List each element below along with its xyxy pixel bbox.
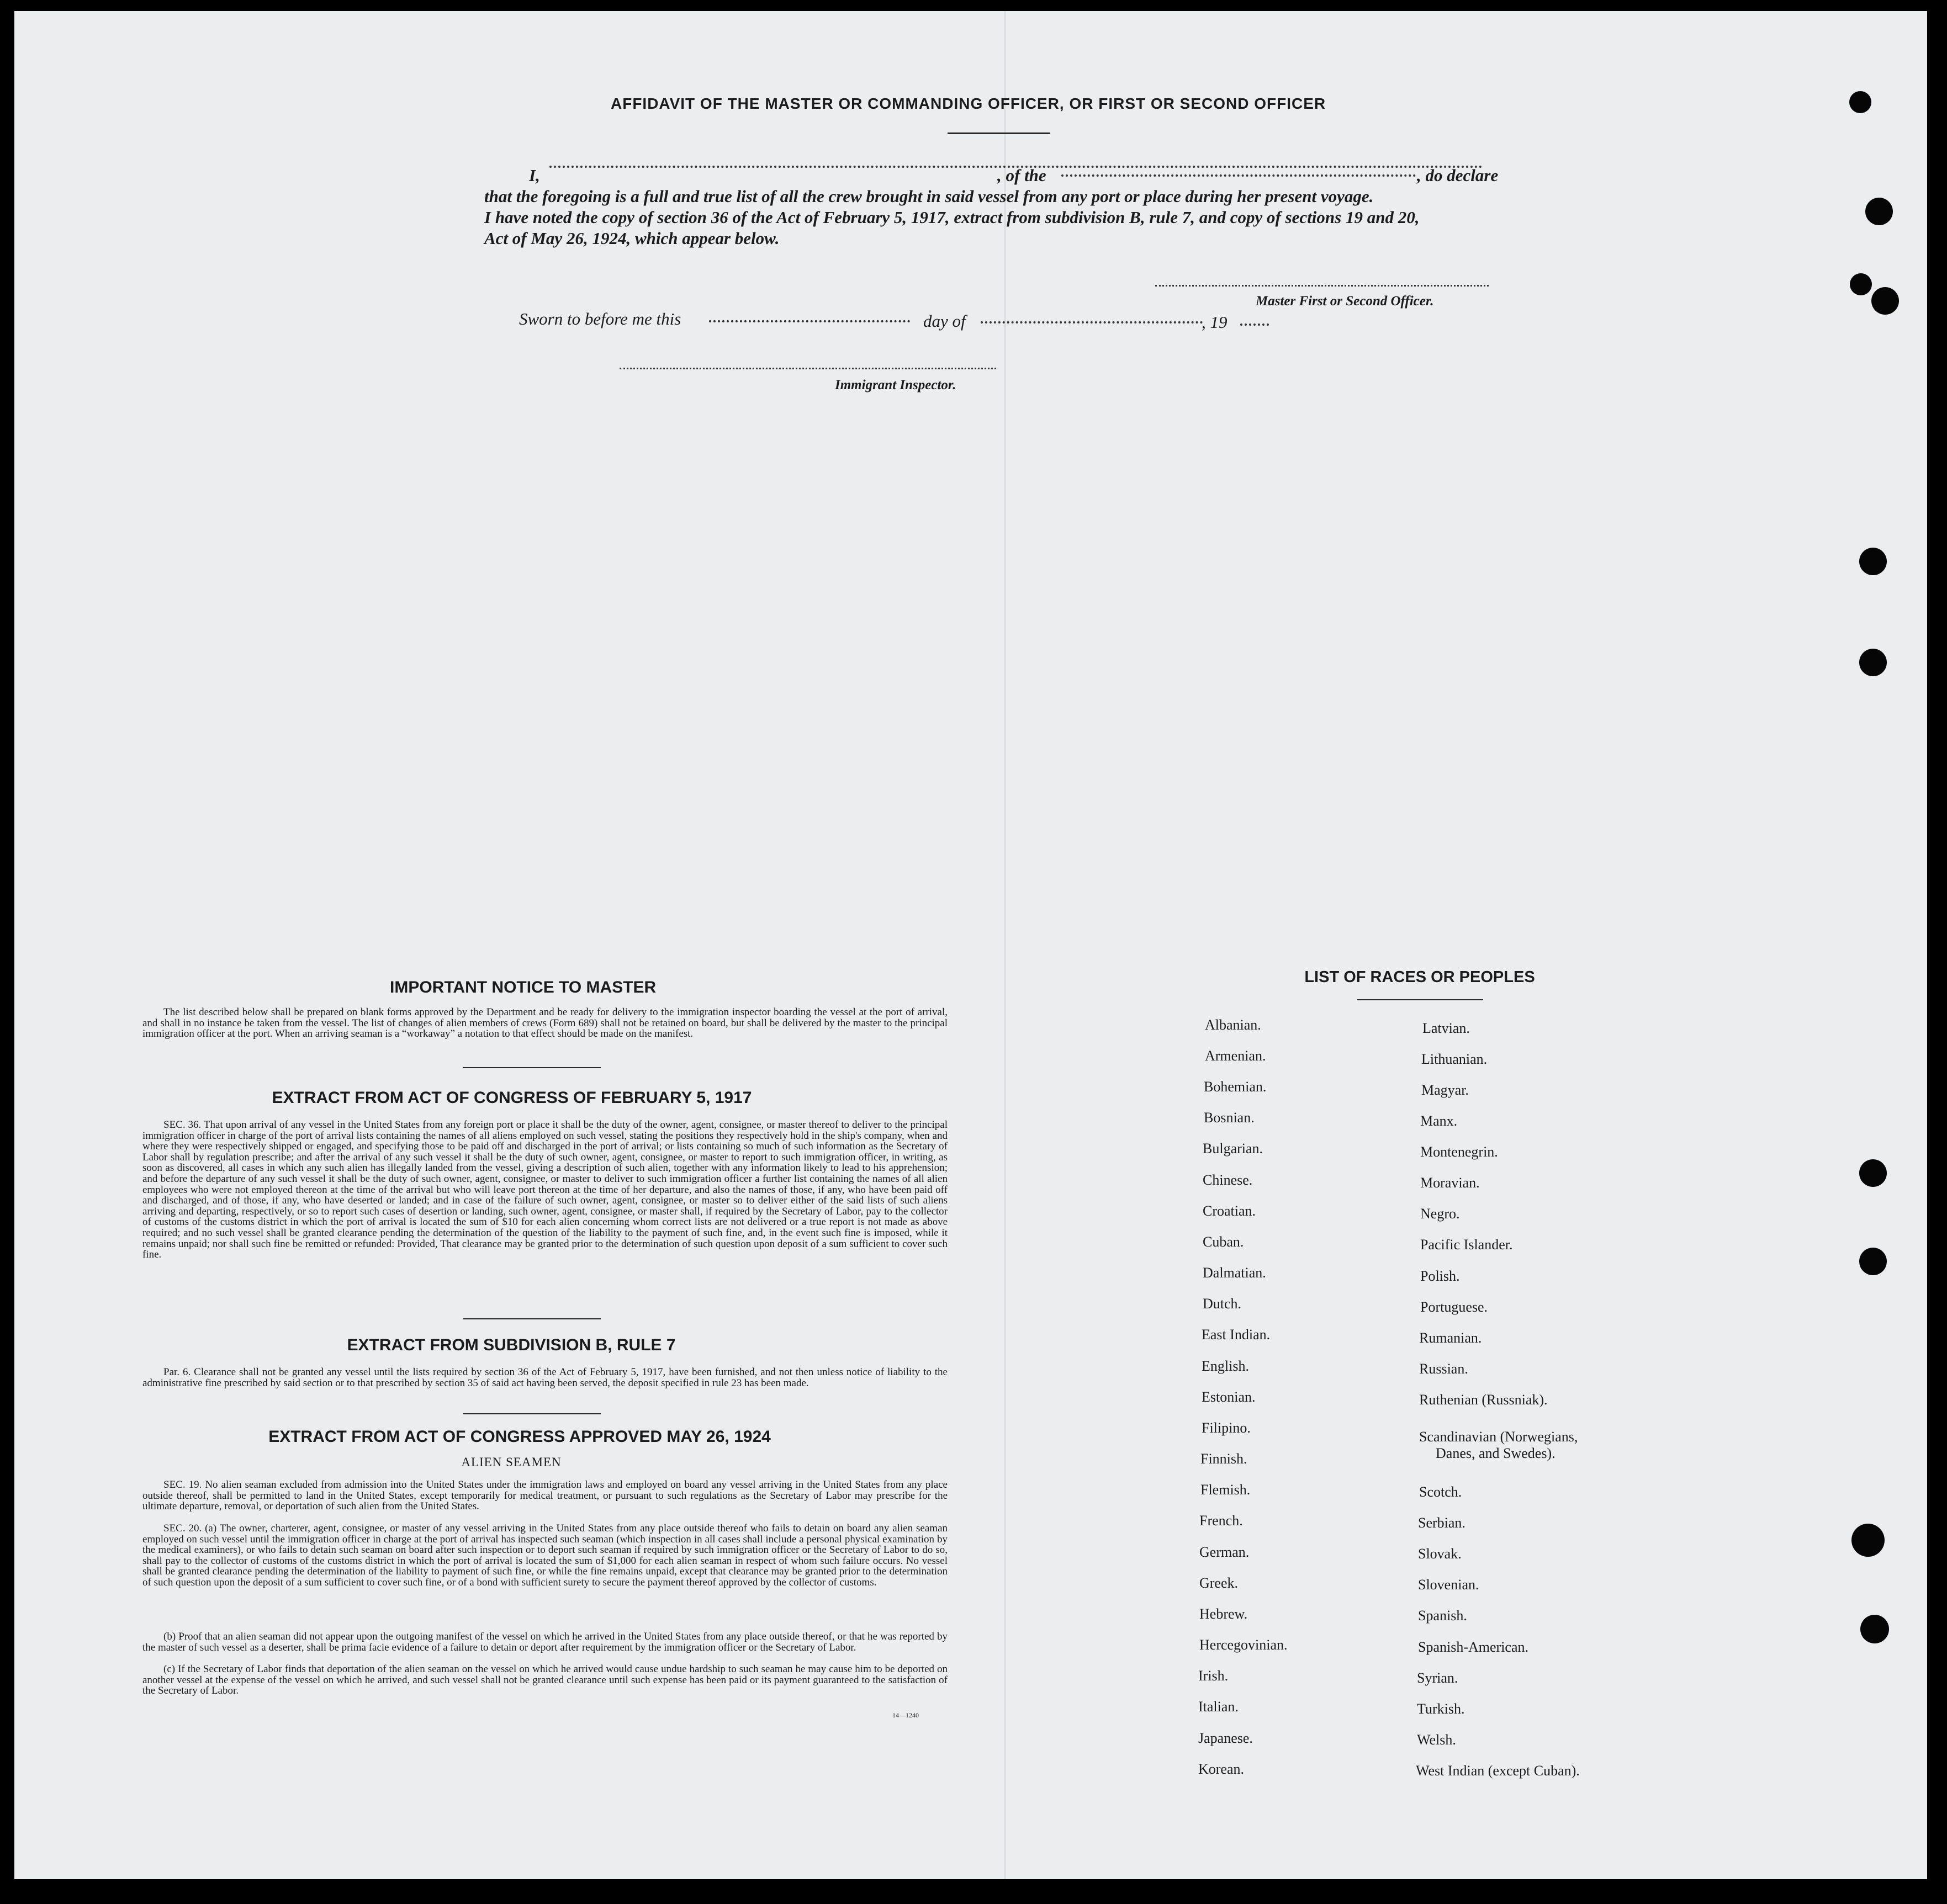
- alien-seamen-subtitle: ALIEN SEAMEN: [461, 1455, 562, 1469]
- race-hebrew: Hebrew.: [1199, 1606, 1248, 1622]
- sworn-month-line[interactable]: [981, 321, 1203, 323]
- extract-1917-text: SEC. 36. That upon arrival of any vessel in the United States from any foreign port or place it shall be the duty of the owner, agent, consignee, or master thereof to deliver to the principal immigration officer in charge of the port of arrival lists containing the names of all aliens employed on such vessel, stating the positions they respectively hold in the ship's company, when and where they were respectively shipped or engaged, and specifying those to be paid off and discharged in the port of arrival; or lists containing so much of such information as the Secretary of Labor shall by regulation prescribe; and after the arrival of any such vessel it shall be the duty of such owner, agent, consignee, or master to report to such immigration officer, in writing, as soon as discovered, all cases in which any such alien has illegally landed from the vessel, giving a description of such alien, together with any information likely to lead to his apprehension; and before the departure of any such vessel it shall be the duty of such owner, agent, consignee, or master to deliver to such immigration officer a further list containing the names of all alien employees who were not employed thereon at the time of the arrival but who will leave port thereon at the time of her departure, and also the names of those, if any, who have been paid off and discharged, and of those, if any, who have deserted or landed; and in case of the failure of such owner, agent, consignee, or master so to deliver either of the said lists of such aliens arriving and departing, respectively, or so to report such cases of desertion or landing, such owner, agent, consignee, or master shall, if required by the Secretary of Labor, pay to the collector of customs of the customs district in which the port of arrival is located the sum of $10 for each alien concerning whom correct lists are not delivered or a true report is not made as above required; and no such vessel shall be granted clearance pending the determination of the question of the liability to the payment of such fine, and, in the event such fine is imposed, while it remains unpaid; nor shall such fine be remitted or refunded: Provided, That clearance may be granted prior to the determination of such question upon deposit of a sum sufficient to cover such fine.: [142, 1119, 948, 1261]
- master-signature-line[interactable]: [1155, 285, 1489, 287]
- punch-hole: [1865, 198, 1893, 225]
- race-negro: Negro.: [1420, 1206, 1460, 1222]
- extract-rule7-text: Par. 6. Clearance shall not be granted any vessel until the lists required by section 36 of the Act of February 5, 1917, have been furnished, and not then unless notice of liability to the administrative fine prescribed by said section or to that prescribed by section 35 of said act having been served, the deposit specified in rule 23 has been made.: [142, 1366, 948, 1389]
- affidavit-of-the: , of the: [997, 166, 1046, 185]
- race-spanish: Spanish.: [1418, 1608, 1467, 1624]
- race-finnish: Finnish.: [1200, 1451, 1247, 1467]
- affidavit-line-2: that the foregoing is a full and true list of all the crew brought in said vessel from any port or place during her present voyage.: [484, 187, 1374, 206]
- race-latvian: Latvian.: [1422, 1020, 1470, 1036]
- race-dalmatian: Dalmatian.: [1203, 1265, 1266, 1281]
- race-serbian: Serbian.: [1418, 1515, 1465, 1531]
- race-west-indian: West Indian (except Cuban).: [1416, 1763, 1580, 1779]
- race-flemish: Flemish.: [1200, 1482, 1251, 1498]
- race-croatian: Croatian.: [1203, 1203, 1256, 1219]
- race-scotch: Scotch.: [1419, 1484, 1462, 1500]
- race-moravian: Moravian.: [1420, 1175, 1480, 1191]
- race-armenian: Armenian.: [1205, 1048, 1266, 1064]
- sworn-year-line[interactable]: [1240, 323, 1269, 326]
- affidavit-line-3: I have noted the copy of section 36 of the Act of February 5, 1917, extract from subdivision B, rule 7, and copy of sections 19 and 20,: [484, 208, 1420, 227]
- notice-rule: [463, 1067, 601, 1068]
- punch-hole: [1849, 91, 1871, 113]
- punch-hole: [1859, 1159, 1887, 1187]
- race-bulgarian: Bulgarian.: [1203, 1141, 1263, 1157]
- year-label: , 19: [1202, 312, 1228, 332]
- race-welsh: Welsh.: [1417, 1732, 1456, 1748]
- race-lithuanian: Lithuanian.: [1421, 1051, 1488, 1067]
- race-estonian: Estonian.: [1202, 1389, 1256, 1405]
- race-east-indian: East Indian.: [1202, 1327, 1271, 1343]
- race-dutch: Dutch.: [1203, 1296, 1242, 1312]
- punch-hole: [1871, 287, 1899, 315]
- race-turkish: Turkish.: [1417, 1701, 1465, 1717]
- form-sheet: AFFIDAVIT OF THE MASTER OR COMMANDING OFFICER, OR FIRST OR SECOND OFFICER I, , of the , do declare that the foregoing is a full and true list of all the crew brought in said vessel from any port or place during her present voyage. I have noted the copy of section 36 of the Act of February 5, 1917, extract from subdivision B, rule 7, and copy of sections 19 and 20, Act of May 26, 1924, which appear below. Master First or Second Officer. Sworn to before me this day of , 19 Immigrant Inspector. IMPORTANT NOTICE TO MASTER The list described below shall be prepared on blank forms approved by the Department and be ready for delivery to the immigration inspector boarding the vessel at the port of arrival, and shall in no instance be taken from the vessel. The list of changes of alien members of crews (Form 689) shall not be retained on board, but shall be delivered by the master to the principal immigration officer at the port. When an arriving seaman is a “workaway” a notation to that effect should be made on the manifest. EXTRACT FROM ACT OF CONGRESS OF FEBRUARY 5, 1917 SEC. 36. That upon arrival of any vessel in the United States from any foreign port or place it shall be the duty of the owner, agent, consignee, or master thereof to deliver to the principal immigration officer in charge of the port of arrival lists containing the names of all aliens employed on such vessel, stating the positions they respectively hold in the ship's company, when and where they were respectively shipped or engaged, and specifying those to be paid off and discharged in the port of arrival; or lists containing so much of such information as the Secretary of Labor shall by regulation prescribe; and after the arrival of any such vessel it shall be the duty of such owner, agent, consignee, or master to report to such immigration officer, in writing, as soon as discovered, all cases in which any such alien has illegally landed from the vessel, giving a description of such alien, together with any information likely to lead to his apprehension; and before the departure of any such vessel it shall be the duty of such owner, agent, consignee, or master to deliver to such immigration officer a further list containing the names of all alien employees who were not employed thereon at the time of the arrival but who will leave port thereon at the time of her departure, and also the names of those, if any, who have been paid off and discharged, and of those, if any, who have deserted or landed; and in case of the failure of such owner, agent, consignee, or master so to deliver either of the said lists of such aliens arriving and departing, respectively, or so to report such cases of desertion or landing, such owner, agent, consignee, or master shall, if required by the Secretary of Labor, pay to the collector of customs of the customs district in which the port of arrival is located the sum of $10 for each alien concerning whom correct lists are not delivered or a true report is not made as above required; and no such vessel shall be granted clearance pending the determination of the question of the liability to the payment of such fine, and, in the event such fine is imposed, while it remains unpaid; nor shall such fine be remitted or refunded: Provided, That clearance may be granted prior to the determination of such question upon deposit of a sum sufficient to cover such fine. EXTRACT FROM SUBDIVISION B, RULE 7 Par. 6. Clearance shall not be granted any vessel until the lists required by section 36 of the Act of February 5, 1917, have been furnished, and not then unless notice of liability to the administrative fine prescribed by said section or to that prescribed by section 35 of said act having been served, the deposit specified in rule 23 has been made. EXTRACT FROM ACT OF CONGRESS APPROVED MAY 26, 1924 ALIEN SEAMEN SEC. 19. No alien seaman excluded from admission into the United States under the immigration laws and employed on board any vessel arriving in the United States from any place outside thereof, shall be permitted to land in the United States, except temporarily for medical treatment, or pursuant to such regulations as the Secretary of Labor may prescribe for the ultimate departure, removal, or deportation of such alien from the United States. SEC. 20. (a) The owner, charterer, agent, consignee, or master of any vessel arriving in the United States from any place outside thereof who fails to detain on board any alien seaman employed on such vessel until the immigration officer in charge at the port of arrival has inspected such seaman (which inspection in all cases shall include a personal physical examination by the medical examiners), or who fails to detain such seaman on board after such inspection or to deport such seaman if required by such immigration officer or the Secretary of Labor to do so, shall pay to the collector of customs of the customs district in which the port of arrival is located the sum of $1,000 for each alien seaman in respect of whom such failure occurs. No vessel shall be granted clearance pending the determination of the liability to payment of such fine, or while the fine remains unpaid, except that clearance may be granted prior to the determination of such question upon the deposit of a sum sufficient to cover such fine, or of a bond with sufficient surety to secure the payment thereof approved by the collector of customs. (b) Proof that an alien seaman did not appear upon the outgoing manifest of the vessel on which he arrived in the United States from any place outside thereof, or that he was reported by the master of such vessel as a deserter, shall be prima facie evidence of a failure to detain or deport after requirement by the immigration officer or the Secretary of Labor. (c) If the Secretary of Labor finds that deportation of the alien seaman on the vessel on which he arrived would cause undue hardship to such seaman he may cause him to be deported on another vessel at the expense of the vessel on which he arrived, and such vessel shall not be granted clearance until such expense has been paid or its payment guaranteed to the satisfaction of the Secretary of Labor. 14—1240 LIST OF RACES OR PEOPLES Albanian. Armenian. Bohemian. Bosnian. Bulgarian. Chinese. Croatian. Cuban. Dalmatian. Dutch. East Indian. English. Estonian. Filipino. Finnish. Flemish. French. German. Greek. Hebrew. Hercegovinian. Irish. Italian. Japanese. Korean. Latvian. Lithuanian. Magyar. Manx. Montenegrin. Moravian. Negro. Pacific Islander. Polish. Portuguese. Rumanian. Russian. Ruthenian (Russniak). Scandinavian (Norwegians, Danes, and Swedes). Scotch. Serbian. Slovak. Slovenian. Spanish. Spanish-American. Syrian. Turkish. Welsh. West Indian (except Cuban).: [14, 11, 1927, 1879]
- sec-19-text: SEC. 19. No alien seaman excluded from admission into the United States under the immigration laws and employed on board any vessel arriving in the United States from any place outside thereof, shall be permitted to land in the United States, except temporarily for medical treatment, or pursuant to such regulations as the Secretary of Labor may prescribe for the ultimate departure, removal, or deportation of such alien from the United States.: [142, 1479, 948, 1513]
- race-spanish-american: Spanish-American.: [1418, 1639, 1529, 1655]
- extract-rule7-title: EXTRACT FROM SUBDIVISION B, RULE 7: [347, 1336, 676, 1354]
- punch-hole: [1851, 1524, 1885, 1557]
- punch-hole: [1850, 273, 1872, 295]
- race-rumanian: Rumanian.: [1419, 1330, 1482, 1346]
- race-slovenian: Slovenian.: [1418, 1577, 1479, 1593]
- center-fold: [1004, 11, 1006, 1879]
- race-scandinavian-cont: Danes, and Swedes).: [1436, 1445, 1556, 1461]
- race-pacific-islander: Pacific Islander.: [1420, 1237, 1513, 1253]
- race-magyar: Magyar.: [1421, 1082, 1469, 1098]
- extract-1917-rule: [463, 1318, 601, 1319]
- punch-hole: [1859, 548, 1887, 575]
- punch-hole: [1859, 1248, 1887, 1275]
- race-irish: Irish.: [1198, 1668, 1229, 1684]
- race-manx: Manx.: [1420, 1113, 1458, 1129]
- race-korean: Korean.: [1198, 1761, 1245, 1777]
- affidavit-do-declare: , do declare: [1417, 166, 1499, 185]
- race-albanian: Albanian.: [1205, 1017, 1261, 1033]
- affidavit-title: AFFIDAVIT OF THE MASTER OR COMMANDING OFFICER, OR FIRST OR SECOND OFFICER: [611, 95, 1326, 112]
- race-italian: Italian.: [1198, 1699, 1239, 1715]
- race-russian: Russian.: [1419, 1361, 1468, 1377]
- race-portuguese: Portuguese.: [1420, 1299, 1488, 1315]
- vessel-fill-line[interactable]: [1061, 174, 1416, 177]
- sworn-day-line[interactable]: [709, 320, 910, 322]
- sworn-label: Sworn to before me this: [519, 309, 681, 328]
- notice-text: The list described below shall be prepared on blank forms approved by the Department and be ready for delivery to the immigration inspector boarding the vessel at the port of arrival, and shall in no instance be taken from the vessel. The list of changes of alien members of crews (Form 689) shall not be retained on board, but shall be delivered by the master to the principal immigration officer at the port. When an arriving seaman is a “workaway” a notation to that effect should be made on the manifest.: [142, 1006, 948, 1040]
- race-french: French.: [1199, 1513, 1243, 1529]
- races-title: LIST OF RACES OR PEOPLES: [1304, 968, 1535, 986]
- master-signature-label: Master First or Second Officer.: [1256, 294, 1434, 309]
- race-filipino: Filipino.: [1202, 1420, 1251, 1436]
- affidavit-line-4: Act of May 26, 1924, which appear below.: [484, 229, 780, 248]
- race-scandinavian: Scandinavian (Norwegians,: [1419, 1429, 1578, 1445]
- punch-hole: [1859, 649, 1887, 676]
- extract-rule7-rule: [463, 1413, 601, 1414]
- race-ruthenian: Ruthenian (Russniak).: [1419, 1392, 1548, 1408]
- race-cuban: Cuban.: [1203, 1234, 1244, 1250]
- inspector-signature-line[interactable]: [620, 368, 996, 369]
- race-chinese: Chinese.: [1203, 1172, 1253, 1188]
- race-japanese: Japanese.: [1198, 1730, 1253, 1746]
- punch-hole: [1860, 1615, 1889, 1643]
- race-bohemian: Bohemian.: [1204, 1079, 1267, 1095]
- inspector-label: Immigrant Inspector.: [835, 378, 956, 393]
- race-bosnian: Bosnian.: [1204, 1110, 1255, 1126]
- day-of-label: day of: [923, 311, 966, 331]
- race-english: English.: [1202, 1358, 1249, 1374]
- form-number: 14—1240: [892, 1711, 919, 1719]
- sec-20b-text: (b) Proof that an alien seaman did not appear upon the outgoing manifest of the vessel on which he arrived in the United States from any place outside thereof, or that he was reported by the master of such vessel as a deserter, shall be prima facie evidence of a failure to detain or deport after requirement by the immigration officer or the Secretary of Labor.: [142, 1631, 948, 1653]
- races-title-rule: [1357, 999, 1483, 1000]
- race-syrian: Syrian.: [1417, 1670, 1458, 1686]
- race-hercegovinian: Hercegovinian.: [1199, 1637, 1288, 1653]
- race-polish: Polish.: [1420, 1268, 1460, 1284]
- race-greek: Greek.: [1199, 1575, 1239, 1591]
- race-slovak: Slovak.: [1418, 1546, 1462, 1562]
- sec-20a-text: SEC. 20. (a) The owner, charterer, agent, consignee, or master of any vessel arriving in the United States from any place outside thereof who fails to detain on board any alien seaman employed on such vessel until the immigration officer in charge at the port of arrival has inspected such seaman (which inspection in all cases shall include a personal physical examination by the medical examiners), or who fails to detain such seaman on board after such inspection or to deport such seaman if required by such immigration officer or the Secretary of Labor to do so, shall pay to the collector of customs of the customs district in which the port of arrival is located the sum of $1,000 for each alien seaman in respect of whom such failure occurs. No vessel shall be granted clearance pending the determination of the liability to payment of such fine, or while the fine remains unpaid, except that clearance may be granted prior to the determination of such question upon the deposit of a sum sufficient to cover such fine, or of a bond with sufficient surety to secure the payment thereof approved by the collector of customs.: [142, 1523, 948, 1588]
- race-german: German.: [1199, 1544, 1250, 1560]
- affidavit-title-rule: [948, 132, 1050, 134]
- extract-1924-title: EXTRACT FROM ACT OF CONGRESS APPROVED MAY 26, 1924: [268, 1428, 771, 1446]
- notice-title: IMPORTANT NOTICE TO MASTER: [390, 978, 657, 996]
- sec-20c-text: (c) If the Secretary of Labor finds that deportation of the alien seaman on the vessel on which he arrived would cause undue hardship to such seaman he may cause him to be deported on another vessel at the expense of the vessel on which he arrived, and such vessel shall not be granted clearance until such expense has been paid or its payment guaranteed to the satisfaction of the Secretary of Labor.: [142, 1663, 948, 1697]
- extract-1917-title: EXTRACT FROM ACT OF CONGRESS OF FEBRUARY 5, 1917: [272, 1089, 752, 1107]
- race-montenegrin: Montenegrin.: [1420, 1144, 1498, 1160]
